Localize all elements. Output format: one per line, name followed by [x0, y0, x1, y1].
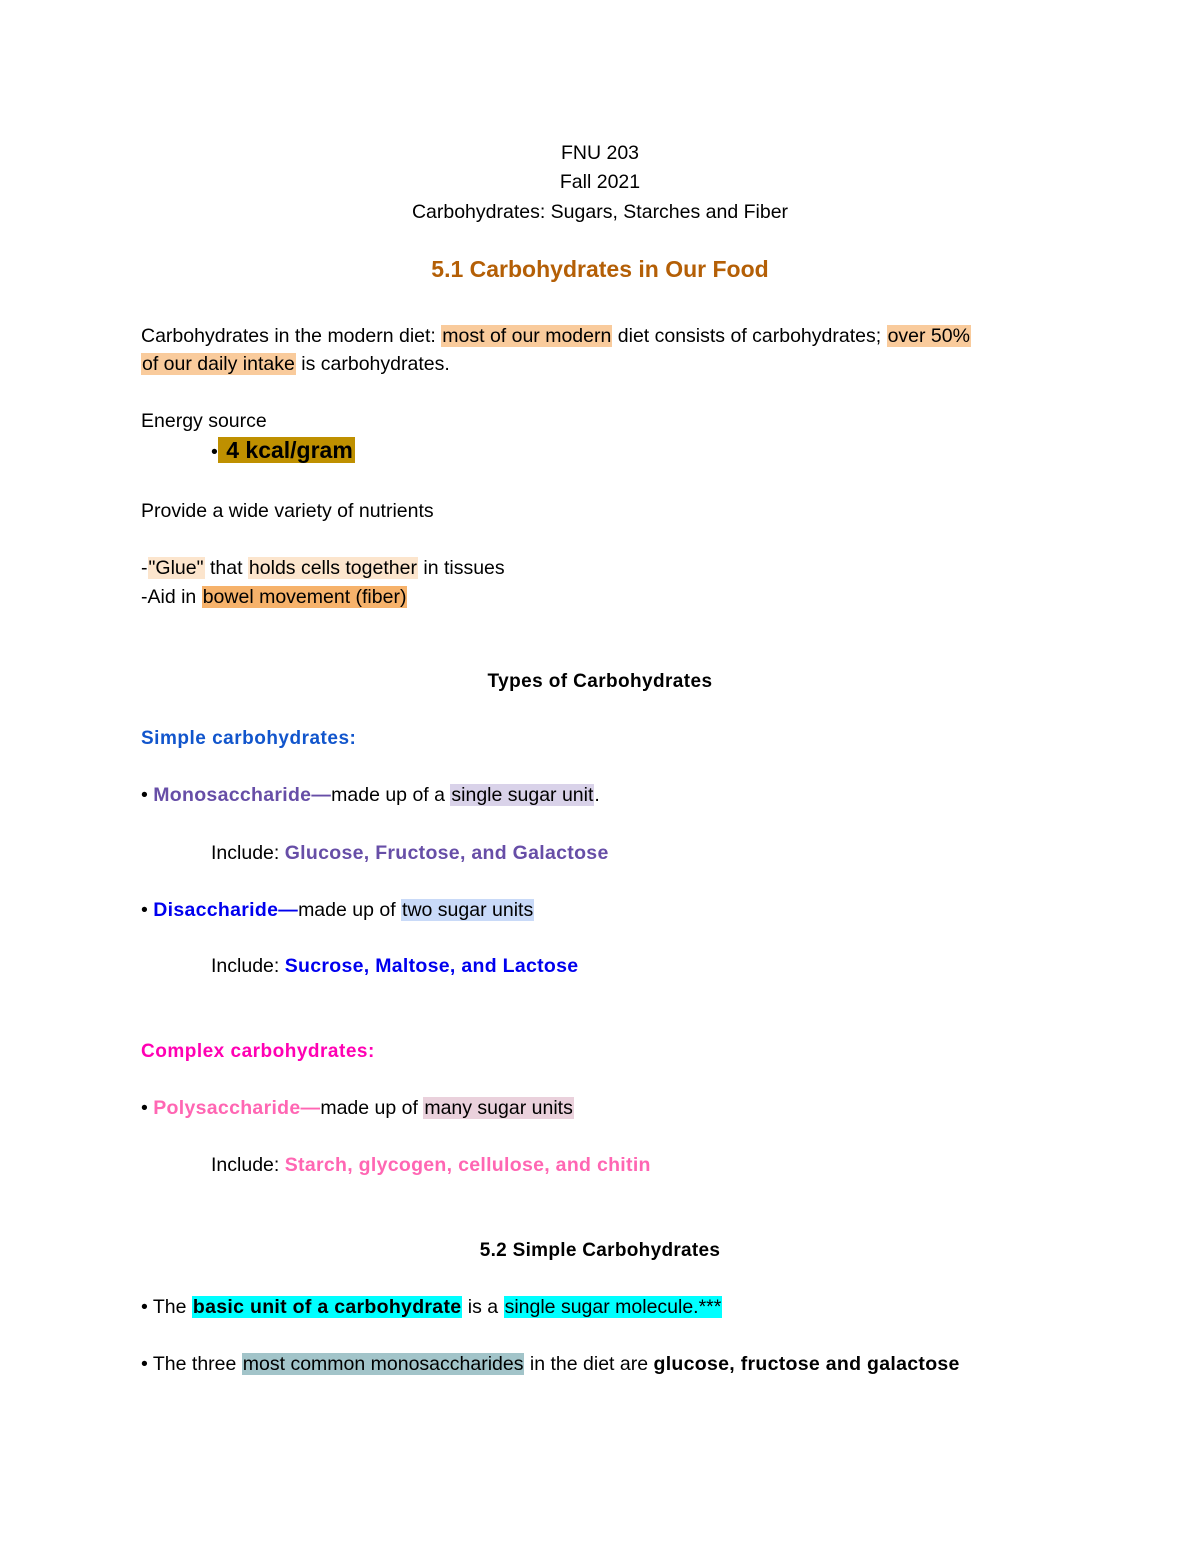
di-include: Sucrose, Maltose, and Lactose [284, 955, 579, 977]
b2-mid: in the diet are [524, 1353, 654, 1375]
poly-include-label: Include: [211, 1154, 285, 1176]
b1-lead: • The [141, 1296, 192, 1318]
mono-include-label: Include: [211, 842, 285, 864]
poly-include-line [211, 1153, 651, 1177]
common-mono-highlight: most common monosaccharides [242, 1353, 524, 1375]
b2-bold: glucose, fructose and galactose [653, 1353, 960, 1375]
poly-term: Polysaccharide— [153, 1097, 321, 1119]
bullet: • [211, 441, 218, 463]
aid-lead: -Aid in [141, 586, 202, 608]
mono-def: made up of a [331, 784, 451, 806]
di-include-label: Include: [211, 955, 285, 977]
course-code: FNU 203 [560, 142, 640, 164]
b2-lead: • The three [141, 1353, 242, 1375]
diet-mid: diet consists of carbohydrates; [612, 325, 887, 347]
mono-end: . [594, 784, 600, 806]
poly-line [141, 1096, 574, 1120]
aid-line [141, 585, 407, 609]
mono-term: Monosaccharide— [153, 784, 332, 806]
monosaccharides-line [141, 1352, 960, 1376]
poly-bullet: • [141, 1097, 154, 1119]
mono-include-line [211, 841, 609, 865]
types-heading: Types of Carbohydrates [487, 671, 713, 692]
mono-highlight: single sugar unit [451, 784, 594, 806]
diet-line-1 [141, 324, 971, 348]
poly-highlight: many sugar units [424, 1097, 573, 1119]
mono-bullet: • [141, 784, 154, 806]
bowel-highlight: bowel movement (fiber) [202, 586, 407, 608]
di-highlight: two sugar units [402, 899, 534, 921]
simple-heading: Simple carbohydrates: [141, 728, 357, 749]
energy-source-label: Energy source [141, 410, 267, 432]
section-title-5-1: 5.1 Carbohydrates in Our Food [431, 256, 769, 282]
document-topic: Carbohydrates: Sugars, Starches and Fiber [411, 201, 789, 223]
kcal-line [211, 438, 355, 464]
diet-line-2 [141, 352, 450, 376]
glue-line [141, 556, 505, 580]
di-bullet: • [141, 899, 154, 921]
single-molecule-highlight: single sugar molecule.*** [504, 1296, 722, 1318]
di-line [141, 898, 534, 922]
glue-mid: that [204, 557, 248, 579]
term: Fall 2021 [559, 171, 641, 193]
diet-end: is carbohydrates. [295, 353, 450, 375]
section-title-5-2: 5.2 Simple Carbohydrates [479, 1240, 721, 1261]
poly-include: Starch, glycogen, cellulose, and chitin [284, 1154, 651, 1176]
di-def: made up of [298, 899, 402, 921]
glue-dash: - [141, 557, 148, 579]
poly-def: made up of [320, 1097, 424, 1119]
diet-lead: Carbohydrates in the modern diet: [141, 325, 442, 347]
basic-unit-highlight: basic unit of a carbohydrate [192, 1296, 462, 1318]
mono-include: Glucose, Fructose, and Galactose [284, 842, 609, 864]
di-term: Disaccharide— [153, 899, 299, 921]
diet-highlight-1: most of our modern [442, 325, 612, 347]
mono-line [141, 783, 600, 807]
diet-highlight-2b: of our daily intake [142, 353, 295, 375]
nutrients-line: Provide a wide variety of nutrients [141, 500, 434, 522]
di-include-line [211, 954, 578, 978]
glue-end: in tissues [417, 557, 505, 579]
diet-highlight-2a: over 50% [887, 325, 970, 347]
complex-heading: Complex carbohydrates: [141, 1041, 375, 1062]
glue-highlight: "Glue" [148, 557, 204, 579]
kcal-highlight: 4 kcal/gram [219, 437, 353, 463]
holds-cells-highlight: holds cells together [248, 557, 417, 579]
b1-mid: is a [462, 1296, 504, 1318]
basic-unit-line [141, 1295, 722, 1319]
